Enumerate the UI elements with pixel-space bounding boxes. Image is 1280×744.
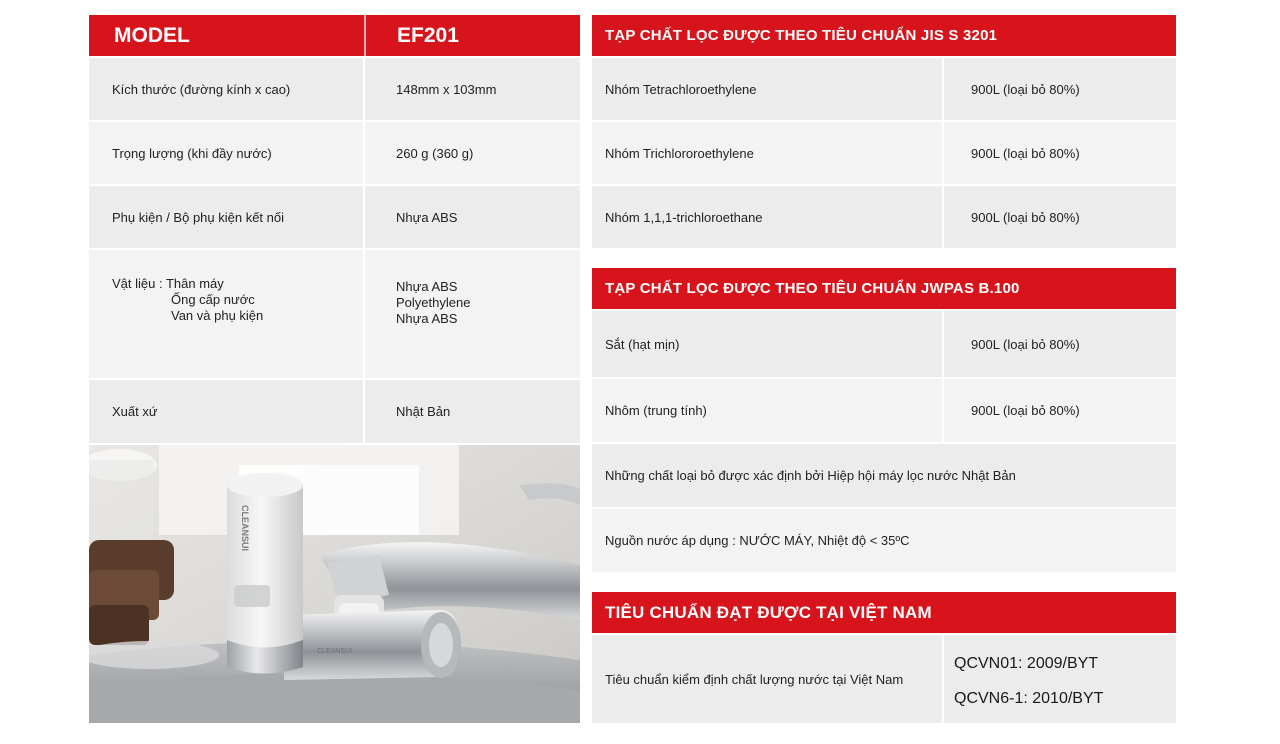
spec-row-accessories bbox=[89, 186, 580, 248]
jis-row bbox=[592, 186, 1176, 248]
spec-value: 148mm x 103mm bbox=[396, 81, 497, 97]
impurity-value: 900L (loại bỏ 80%) bbox=[971, 81, 1080, 97]
impurity-label: Nhóm 1,1,1-trichloroethane bbox=[605, 209, 763, 225]
faucet-filter-illustration bbox=[89, 445, 580, 723]
spec-value: Nhật Bản bbox=[396, 404, 451, 419]
spec-label: Kích thước (đường kính x cao) bbox=[112, 81, 291, 97]
material-value: Nhựa ABS bbox=[396, 311, 458, 326]
impurity-label: Nhóm Trichlororoethylene bbox=[605, 145, 754, 161]
jwpas-note-row bbox=[592, 444, 1176, 507]
material-label: Vật liệu : Thân máy bbox=[112, 276, 224, 291]
spec-label: Xuất xứ bbox=[112, 404, 158, 419]
jis-table-header: TẠP CHẤT LỌC ĐƯỢC THEO TIÊU CHUẨN JIS S 3201 bbox=[592, 15, 1176, 56]
jwpas-note-row bbox=[592, 509, 1176, 572]
jis-row bbox=[592, 122, 1176, 184]
impurity-value: 900L (loại bỏ 80%) bbox=[971, 336, 1080, 352]
jis-row bbox=[592, 58, 1176, 120]
vn-table-header: TIÊU CHUẨN ĐẠT ĐƯỢC TẠI VIỆT NAM bbox=[592, 592, 1176, 633]
jwpas-row bbox=[592, 379, 1176, 442]
spec-label: Phụ kiện / Bộ phụ kiện kết nối bbox=[112, 209, 285, 225]
spec-row-origin bbox=[89, 380, 580, 443]
jwpas-note: Những chất loại bỏ được xác định bởi Hiệp hội máy lọc nước Nhật Bản bbox=[605, 468, 1016, 483]
model-label: MODEL bbox=[114, 23, 190, 47]
jwpas-table-header: TẠP CHẤT LỌC ĐƯỢC THEO TIÊU CHUẨN JWPAS B.100 bbox=[592, 268, 1176, 309]
model-value: EF201 bbox=[397, 23, 459, 47]
spec-row-weight bbox=[89, 122, 580, 184]
impurity-label: Sắt (hạt mịn) bbox=[605, 336, 680, 352]
vn-standard-label: Tiêu chuẩn kiểm định chất lượng nước tại Việt Nam bbox=[605, 671, 904, 687]
impurity-label: Nhóm Tetrachloroethylene bbox=[605, 81, 757, 97]
impurity-value: 900L (loại bỏ 80%) bbox=[971, 145, 1080, 161]
filter-brand-text: CLEANSUI bbox=[240, 505, 250, 552]
impurity-value: 900L (loại bỏ 80%) bbox=[971, 209, 1080, 225]
material-value: Nhựa ABS bbox=[396, 279, 458, 294]
spec-value: Nhựa ABS bbox=[396, 209, 458, 225]
spec-value: 260 g (360 g) bbox=[396, 145, 474, 161]
spec-row-size bbox=[89, 58, 580, 120]
vn-standard: QCVN01: 2009/BYT bbox=[954, 655, 1099, 672]
spec-table-header bbox=[89, 15, 580, 56]
jwpas-row bbox=[592, 311, 1176, 377]
vn-standard: QCVN6-1: 2010/BYT bbox=[954, 690, 1104, 707]
impurity-label: Nhôm (trung tính) bbox=[605, 403, 707, 418]
spec-label: Trọng lượng (khi đầy nước) bbox=[112, 145, 272, 161]
vn-standards-list bbox=[954, 635, 1176, 723]
vn-standard-row bbox=[592, 635, 1176, 723]
product-photo bbox=[89, 445, 580, 723]
material-sub-item: Van và phụ kiện bbox=[171, 308, 264, 323]
spec-row-material bbox=[89, 250, 580, 378]
water-source-note: Nguồn nước áp dụng : NƯỚC MÁY, Nhiệt độ < 35ºC bbox=[605, 533, 910, 548]
material-sub-item: Ống cấp nước bbox=[171, 292, 255, 307]
body-brand-text: CLEANSUI bbox=[317, 648, 353, 655]
material-value: Polyethylene bbox=[396, 295, 471, 310]
impurity-value: 900L (loại bỏ 80%) bbox=[971, 403, 1080, 418]
material-values bbox=[396, 279, 470, 327]
